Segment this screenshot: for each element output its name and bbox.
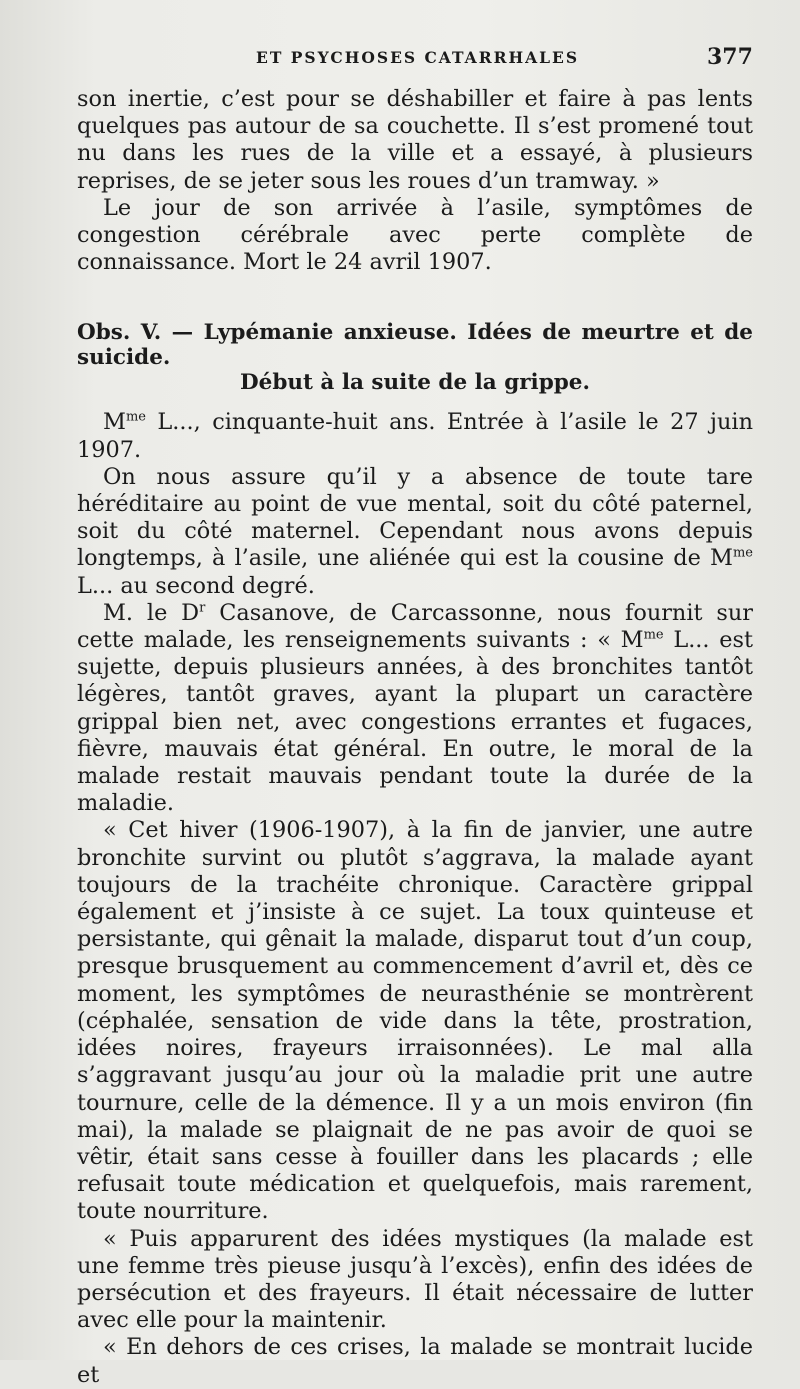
paragraph: « Cet hiver (1906-1907), à la fin de janvier, une autre bronchite survint ou plutôt s’aggrava, la malade ayant toujours de la trachéite chronique. Caractère grippal également et j’insiste à ce sujet. La toux quinteuse et persistante, qui gênait la malade, disparut tout d’un coup, presque brusquement au commencement d’avril et, dès ce moment, les symptômes de neurasthénie se montrèrent (céphalée, sensation de vide dans la tête, prostration, idées noires, frayeurs irraisonnées). Le mal alla s’aggravant jusqu’au jour où la maladie prit une autre tournure, celle de la démence. Il y a un mois environ (fin mai), la malade se plaignait de ne pas avoir de quoi se vêtir, était sans cesse à fouiller dans les placards ; elle refusait toute médication et quelquefois, mais rarement, toute nourriture.: [77, 817, 753, 1225]
paragraph: $M^{me}$ L..., cinquante-huit ans. Entrée à l’asile le 27 juin 1907.: [77, 409, 753, 463]
paragraph: « En dehors de ces crises, la malade se montrait lucide et: [77, 1334, 753, 1388]
paragraph: M. le $D^r$ Casanove, de Carcassonne, nous fournit sur cette malade, les renseignements suivants : « $M^{me}$ L... est sujette, depuis plusieurs années, à des bronchites tantôt légères, tantôt graves, ayant la plupart un caractère grippal bien net, avec congestions errantes et fugaces, fièvre, mauvais état général. En outre, le moral de la malade restait mauvais pendant toute la durée de la maladie.: [77, 599, 754, 817]
body-text: [77, 86, 753, 1389]
observation-subtitle: Début à la suite de la grippe.: [240, 370, 590, 396]
paragraph: Le jour de son arrivée à l’asile, symptômes de congestion cérébrale avec perte complète de connaissance. Mort le 24 avril 1907.: [77, 194, 753, 276]
paragraph: « Puis apparurent des idées mystiques (la malade est une femme très pieuse jusqu’à l’excès), enfin des idées de persécution et des frayeurs. Il était nécessaire de lutter avec elle pour la maintenir.: [77, 1225, 753, 1334]
paragraph: On nous assure qu’il y a absence de toute tare héréditaire au point de vue mental, soit du côté paternel, soit du côté maternel. Cependant nous avons depuis longtemps, à l’asile, une aliénée qui est la cousine de $M^{me}$ L... au second degré.: [77, 463, 753, 599]
observation-heading: [77, 320, 753, 395]
page-number: 377: [707, 44, 753, 70]
observation-title: Obs. V. — Lypémanie anxieuse. Idées de meurtre et de suicide.: [77, 320, 753, 371]
running-title: ET PSYCHOSES CATARRHALES: [256, 48, 580, 67]
page-header: [0, 44, 800, 74]
paragraph: son inertie, c’est pour se déshabiller et faire à pas lents quelques pas autour de sa couchette. Il s’est promené tout nu dans les rues de la ville et a essayé, à plusieurs reprises, de se jeter sous les roues d’un tramway. »: [77, 86, 753, 194]
